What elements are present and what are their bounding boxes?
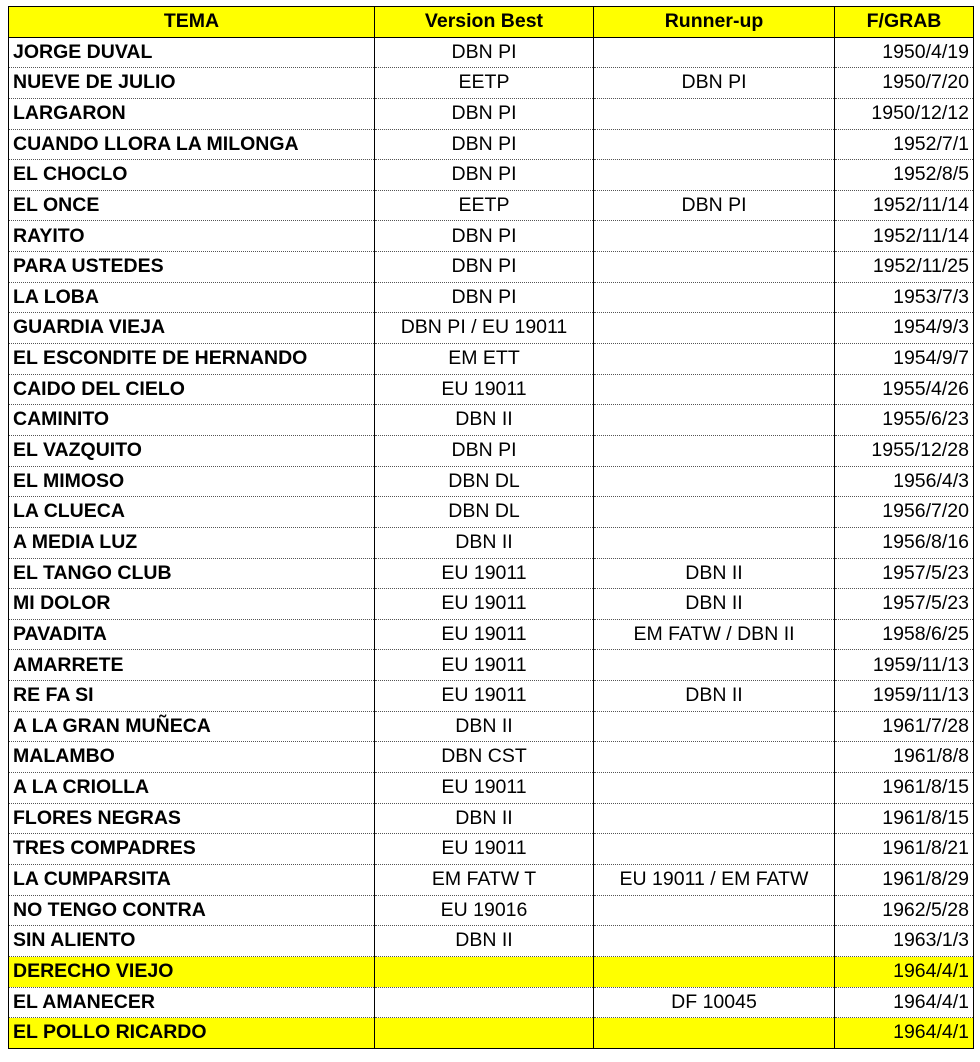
runner-up-cell [594,252,835,283]
version-best-cell: DBN II [375,711,594,742]
f-grab-cell: 1950/12/12 [835,98,974,129]
runner-up-cell [594,37,835,68]
version-best-cell [375,987,594,1018]
tema-cell: RAYITO [9,221,375,252]
runner-up-cell [594,527,835,558]
runner-up-cell [594,711,835,742]
version-best-cell: DBN CST [375,742,594,773]
runner-up-cell: DBN PI [594,190,835,221]
tema-cell: FLORES NEGRAS [9,803,375,834]
version-best-cell [375,1018,594,1049]
tema-cell: EL ONCE [9,190,375,221]
runner-up-cell [594,834,835,865]
f-grab-cell: 1955/4/26 [835,374,974,405]
runner-up-cell [594,650,835,681]
f-grab-cell: 1959/11/13 [835,681,974,712]
f-grab-cell: 1952/8/5 [835,160,974,191]
f-grab-cell: 1957/5/23 [835,558,974,589]
version-best-cell: DBN PI / EU 19011 [375,313,594,344]
version-best-cell: DBN PI [375,129,594,160]
runner-up-cell [594,405,835,436]
tema-cell: MI DOLOR [9,589,375,620]
table-row [9,926,974,957]
tema-cell: CUANDO LLORA LA MILONGA [9,129,375,160]
tema-cell: LA CUMPARSITA [9,864,375,895]
version-best-cell: DBN II [375,405,594,436]
runner-up-cell [594,895,835,926]
table-row [9,313,974,344]
runner-up-cell [594,98,835,129]
version-best-cell: DBN PI [375,282,594,313]
runner-up-cell: DBN II [594,589,835,620]
table-row [9,650,974,681]
f-grab-cell: 1952/11/25 [835,252,974,283]
table-row [9,497,974,528]
table-body [9,37,974,1048]
version-best-cell: DBN PI [375,98,594,129]
recordings-table-container [8,6,974,1049]
header-tema: TEMA [9,7,375,38]
runner-up-cell [594,497,835,528]
version-best-cell: DBN II [375,527,594,558]
f-grab-cell: 1950/7/20 [835,68,974,99]
tema-cell: GUARDIA VIEJA [9,313,375,344]
table-row [9,681,974,712]
runner-up-cell [594,926,835,957]
tema-cell: PARA USTEDES [9,252,375,283]
table-row [9,160,974,191]
version-best-cell: EU 19016 [375,895,594,926]
version-best-cell: EU 19011 [375,558,594,589]
tema-cell: CAIDO DEL CIELO [9,374,375,405]
version-best-cell: DBN PI [375,435,594,466]
version-best-cell: DBN II [375,803,594,834]
table-row [9,98,974,129]
version-best-cell: DBN PI [375,221,594,252]
table-row [9,803,974,834]
f-grab-cell: 1961/8/15 [835,773,974,804]
tema-cell: EL TANGO CLUB [9,558,375,589]
tema-cell: MALAMBO [9,742,375,773]
runner-up-cell [594,313,835,344]
f-grab-cell: 1964/4/1 [835,987,974,1018]
version-best-cell: EM FATW T [375,864,594,895]
f-grab-cell: 1956/8/16 [835,527,974,558]
version-best-cell: EU 19011 [375,619,594,650]
f-grab-cell: 1961/7/28 [835,711,974,742]
table-row [9,742,974,773]
f-grab-cell: 1964/4/1 [835,956,974,987]
f-grab-cell: 1959/11/13 [835,650,974,681]
table-row [9,711,974,742]
runner-up-cell [594,129,835,160]
version-best-cell: EU 19011 [375,650,594,681]
f-grab-cell: 1952/11/14 [835,190,974,221]
runner-up-cell [594,221,835,252]
runner-up-cell [594,742,835,773]
table-row [9,405,974,436]
table-row [9,282,974,313]
header-f-grab: F/GRAB [835,7,974,38]
f-grab-cell: 1964/4/1 [835,1018,974,1049]
runner-up-cell: DBN II [594,681,835,712]
tema-cell: LARGARON [9,98,375,129]
f-grab-cell: 1954/9/3 [835,313,974,344]
runner-up-cell [594,466,835,497]
table-row [9,374,974,405]
version-best-cell: DBN DL [375,497,594,528]
f-grab-cell: 1956/7/20 [835,497,974,528]
f-grab-cell: 1955/6/23 [835,405,974,436]
tema-cell: EL POLLO RICARDO [9,1018,375,1049]
table-row [9,466,974,497]
version-best-cell: EM ETT [375,344,594,375]
tema-cell: EL ESCONDITE DE HERNANDO [9,344,375,375]
f-grab-cell: 1958/6/25 [835,619,974,650]
tema-cell: PAVADITA [9,619,375,650]
table-row [9,344,974,375]
table-row [9,1018,974,1049]
version-best-cell: DBN PI [375,160,594,191]
version-best-cell: EU 19011 [375,681,594,712]
version-best-cell: EETP [375,68,594,99]
table-row [9,956,974,987]
runner-up-cell [594,1018,835,1049]
version-best-cell: EETP [375,190,594,221]
table-row [9,589,974,620]
f-grab-cell: 1963/1/3 [835,926,974,957]
table-row [9,68,974,99]
f-grab-cell: 1961/8/8 [835,742,974,773]
tema-cell: LA CLUECA [9,497,375,528]
f-grab-cell: 1952/11/14 [835,221,974,252]
f-grab-cell: 1961/8/21 [835,834,974,865]
version-best-cell: EU 19011 [375,589,594,620]
f-grab-cell: 1955/12/28 [835,435,974,466]
table-row [9,619,974,650]
tema-cell: EL CHOCLO [9,160,375,191]
f-grab-cell: 1961/8/15 [835,803,974,834]
table-row [9,773,974,804]
runner-up-cell [594,344,835,375]
f-grab-cell: 1950/4/19 [835,37,974,68]
f-grab-cell: 1961/8/29 [835,864,974,895]
f-grab-cell: 1957/5/23 [835,589,974,620]
table-row [9,558,974,589]
runner-up-cell [594,435,835,466]
tema-cell: DERECHO VIEJO [9,956,375,987]
table-row [9,252,974,283]
f-grab-cell: 1954/9/7 [835,344,974,375]
runner-up-cell: DBN PI [594,68,835,99]
table-row [9,864,974,895]
f-grab-cell: 1952/7/1 [835,129,974,160]
table-row [9,190,974,221]
version-best-cell: DBN PI [375,37,594,68]
version-best-cell: DBN DL [375,466,594,497]
tema-cell: SIN ALIENTO [9,926,375,957]
table-row [9,129,974,160]
table-row [9,834,974,865]
tema-cell: RE FA SI [9,681,375,712]
runner-up-cell [594,956,835,987]
f-grab-cell: 1962/5/28 [835,895,974,926]
f-grab-cell: 1956/4/3 [835,466,974,497]
version-best-cell: EU 19011 [375,834,594,865]
runner-up-cell: DBN II [594,558,835,589]
tema-cell: AMARRETE [9,650,375,681]
table-row [9,221,974,252]
table-row [9,895,974,926]
header-row [9,7,974,38]
tema-cell: EL VAZQUITO [9,435,375,466]
version-best-cell: DBN II [375,926,594,957]
tema-cell: LA LOBA [9,282,375,313]
tema-cell: EL AMANECER [9,987,375,1018]
tema-cell: NO TENGO CONTRA [9,895,375,926]
tema-cell: NUEVE DE JULIO [9,68,375,99]
header-version-best: Version Best [375,7,594,38]
tema-cell: A LA CRIOLLA [9,773,375,804]
tema-cell: A LA GRAN MUÑECA [9,711,375,742]
runner-up-cell [594,803,835,834]
version-best-cell [375,956,594,987]
tema-cell: TRES COMPADRES [9,834,375,865]
runner-up-cell: EU 19011 / EM FATW [594,864,835,895]
runner-up-cell [594,282,835,313]
tema-cell: A MEDIA LUZ [9,527,375,558]
runner-up-cell [594,773,835,804]
table-row [9,527,974,558]
tema-cell: CAMINITO [9,405,375,436]
table-row [9,435,974,466]
header-runner-up: Runner-up [594,7,835,38]
runner-up-cell: DF 10045 [594,987,835,1018]
recordings-table [8,6,974,1049]
version-best-cell: DBN PI [375,252,594,283]
table-row [9,987,974,1018]
tema-cell: JORGE DUVAL [9,37,375,68]
f-grab-cell: 1953/7/3 [835,282,974,313]
version-best-cell: EU 19011 [375,773,594,804]
table-row [9,37,974,68]
tema-cell: EL MIMOSO [9,466,375,497]
runner-up-cell [594,374,835,405]
version-best-cell: EU 19011 [375,374,594,405]
runner-up-cell [594,160,835,191]
runner-up-cell: EM FATW / DBN II [594,619,835,650]
